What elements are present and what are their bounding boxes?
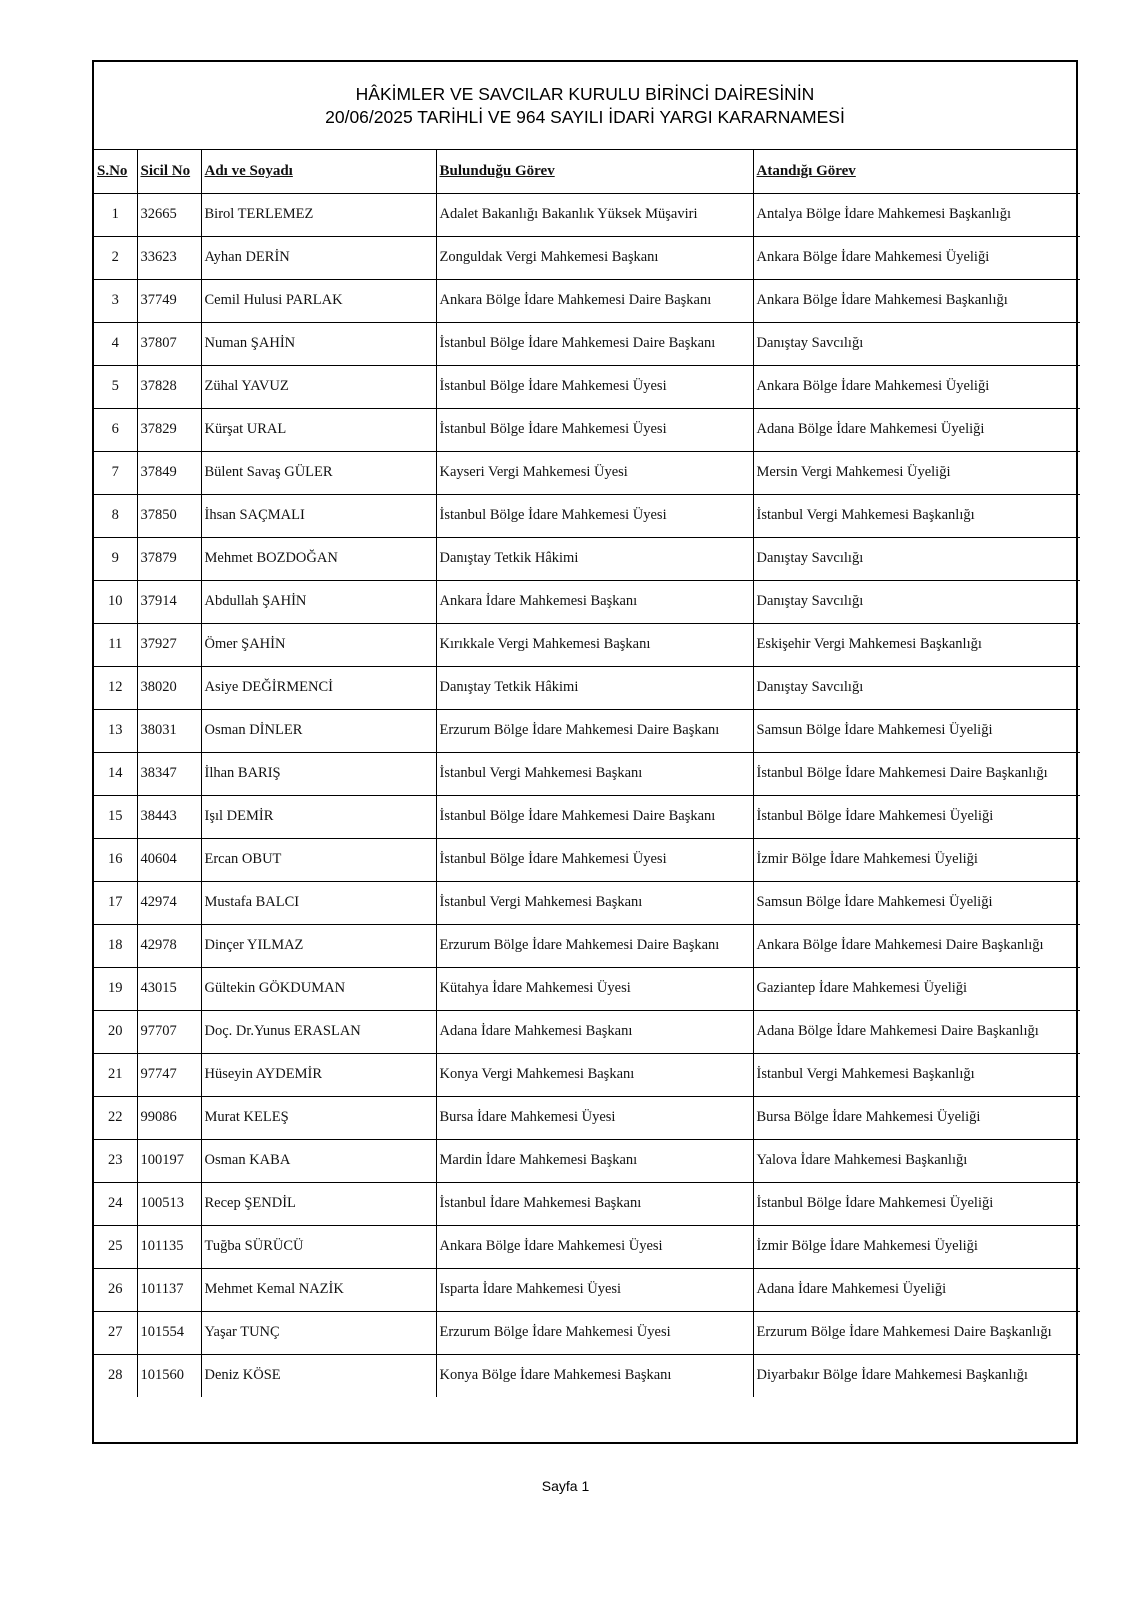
table-row — [94, 795, 1080, 838]
table-row — [94, 1053, 1080, 1096]
table-row — [94, 236, 1080, 279]
cell-sicil-no: 37749 — [137, 279, 201, 322]
cell-sicil-no: 101560 — [137, 1354, 201, 1397]
cell-name: Tuğba SÜRÜCÜ — [201, 1225, 436, 1268]
cell-name: Birol TERLEMEZ — [201, 193, 436, 236]
cell-sicil-no: 37927 — [137, 623, 201, 666]
table-row — [94, 537, 1080, 580]
title-line-1: HÂKİMLER VE SAVCILAR KURULU BİRİNCİ DAİRESİNİN — [355, 83, 815, 104]
cell-sicil-no: 101137 — [137, 1268, 201, 1311]
cell-sicil-no: 38443 — [137, 795, 201, 838]
cell-sicil-no: 43015 — [137, 967, 201, 1010]
cell-sicil-no: 37829 — [137, 408, 201, 451]
cell-name: Doç. Dr.Yunus ERASLAN — [201, 1010, 436, 1053]
cell-name: Bülent Savaş GÜLER — [201, 451, 436, 494]
table-row — [94, 623, 1080, 666]
cell-appointed-position: Diyarbakır Bölge İdare Mahkemesi Başkanlığı — [753, 1354, 1080, 1397]
table-header-row — [94, 150, 1080, 193]
cell-appointed-position: Danıştay Savcılığı — [753, 322, 1080, 365]
cell-sno: 27 — [94, 1311, 137, 1354]
cell-sicil-no: 100197 — [137, 1139, 201, 1182]
cell-name: Ercan OBUT — [201, 838, 436, 881]
cell-sicil-no: 40604 — [137, 838, 201, 881]
table-row — [94, 408, 1080, 451]
cell-sno: 23 — [94, 1139, 137, 1182]
cell-appointed-position: Antalya Bölge İdare Mahkemesi Başkanlığı — [753, 193, 1080, 236]
cell-sno: 3 — [94, 279, 137, 322]
cell-current-position: İstanbul Vergi Mahkemesi Başkanı — [436, 752, 753, 795]
table-row — [94, 838, 1080, 881]
cell-appointed-position: İzmir Bölge İdare Mahkemesi Üyeliği — [753, 1225, 1080, 1268]
table-row — [94, 924, 1080, 967]
cell-sno: 20 — [94, 1010, 137, 1053]
cell-appointed-position: Ankara Bölge İdare Mahkemesi Daire Başkanlığı — [753, 924, 1080, 967]
table-row — [94, 279, 1080, 322]
cell-sno: 6 — [94, 408, 137, 451]
cell-name: İhsan SAÇMALI — [201, 494, 436, 537]
cell-sno: 24 — [94, 1182, 137, 1225]
cell-name: Yaşar TUNÇ — [201, 1311, 436, 1354]
cell-current-position: Zonguldak Vergi Mahkemesi Başkanı — [436, 236, 753, 279]
cell-appointed-position: İstanbul Bölge İdare Mahkemesi Üyeliği — [753, 1182, 1080, 1225]
cell-sicil-no: 38020 — [137, 666, 201, 709]
cell-appointed-position: Danıştay Savcılığı — [753, 537, 1080, 580]
cell-appointed-position: Samsun Bölge İdare Mahkemesi Üyeliği — [753, 881, 1080, 924]
cell-sicil-no: 37879 — [137, 537, 201, 580]
cell-name: Asiye DEĞİRMENCİ — [201, 666, 436, 709]
cell-sicil-no: 37914 — [137, 580, 201, 623]
cell-current-position: Ankara Bölge İdare Mahkemesi Üyesi — [436, 1225, 753, 1268]
cell-sno: 16 — [94, 838, 137, 881]
cell-current-position: Danıştay Tetkik Hâkimi — [436, 537, 753, 580]
cell-sno: 25 — [94, 1225, 137, 1268]
cell-name: Dinçer YILMAZ — [201, 924, 436, 967]
table-row — [94, 322, 1080, 365]
cell-appointed-position: Adana Bölge İdare Mahkemesi Daire Başkanlığı — [753, 1010, 1080, 1053]
cell-sicil-no: 97747 — [137, 1053, 201, 1096]
header-sicil-no: Sicil No — [137, 150, 201, 193]
table-row — [94, 709, 1080, 752]
header-sno: S.No — [94, 150, 137, 193]
appointments-table — [94, 150, 1080, 1397]
table-row — [94, 1225, 1080, 1268]
cell-name: Ayhan DERİN — [201, 236, 436, 279]
cell-current-position: Ankara Bölge İdare Mahkemesi Daire Başkanı — [436, 279, 753, 322]
cell-name: Recep ŞENDİL — [201, 1182, 436, 1225]
table-row — [94, 1010, 1080, 1053]
cell-sno: 28 — [94, 1354, 137, 1397]
cell-name: Kürşat URAL — [201, 408, 436, 451]
cell-sno: 5 — [94, 365, 137, 408]
cell-name: Osman KABA — [201, 1139, 436, 1182]
cell-sicil-no: 99086 — [137, 1096, 201, 1139]
page-number: Sayfa 1 — [541, 1478, 590, 1494]
cell-sno: 15 — [94, 795, 137, 838]
cell-current-position: Ankara İdare Mahkemesi Başkanı — [436, 580, 753, 623]
cell-current-position: Mardin İdare Mahkemesi Başkanı — [436, 1139, 753, 1182]
cell-sicil-no: 37828 — [137, 365, 201, 408]
cell-name: Mehmet BOZDOĞAN — [201, 537, 436, 580]
cell-sno: 4 — [94, 322, 137, 365]
cell-sno: 10 — [94, 580, 137, 623]
cell-appointed-position: Bursa Bölge İdare Mahkemesi Üyeliği — [753, 1096, 1080, 1139]
cell-name: Murat KELEŞ — [201, 1096, 436, 1139]
cell-name: Numan ŞAHİN — [201, 322, 436, 365]
header-appointed-position: Atandığı Görev — [753, 150, 1080, 193]
cell-name: Zühal YAVUZ — [201, 365, 436, 408]
cell-name: Mehmet Kemal NAZİK — [201, 1268, 436, 1311]
cell-sno: 17 — [94, 881, 137, 924]
cell-current-position: Erzurum Bölge İdare Mahkemesi Daire Başkanı — [436, 709, 753, 752]
cell-name: Deniz KÖSE — [201, 1354, 436, 1397]
table-row — [94, 967, 1080, 1010]
cell-name: Hüseyin AYDEMİR — [201, 1053, 436, 1096]
table-row — [94, 752, 1080, 795]
cell-appointed-position: Danıştay Savcılığı — [753, 580, 1080, 623]
cell-appointed-position: Ankara Bölge İdare Mahkemesi Üyeliği — [753, 236, 1080, 279]
table-row — [94, 1268, 1080, 1311]
cell-sno: 19 — [94, 967, 137, 1010]
cell-appointed-position: Erzurum Bölge İdare Mahkemesi Daire Başkanlığı — [753, 1311, 1080, 1354]
cell-appointed-position: İstanbul Bölge İdare Mahkemesi Üyeliği — [753, 795, 1080, 838]
cell-sicil-no: 38031 — [137, 709, 201, 752]
cell-current-position: Adalet Bakanlığı Bakanlık Yüksek Müşaviri — [436, 193, 753, 236]
cell-current-position: İstanbul Bölge İdare Mahkemesi Üyesi — [436, 365, 753, 408]
cell-appointed-position: İstanbul Vergi Mahkemesi Başkanlığı — [753, 1053, 1080, 1096]
cell-current-position: İstanbul Bölge İdare Mahkemesi Daire Başkanı — [436, 322, 753, 365]
cell-current-position: Kırıkkale Vergi Mahkemesi Başkanı — [436, 623, 753, 666]
table-row — [94, 1139, 1080, 1182]
cell-current-position: Kayseri Vergi Mahkemesi Üyesi — [436, 451, 753, 494]
cell-name: Osman DİNLER — [201, 709, 436, 752]
cell-sno: 18 — [94, 924, 137, 967]
header-current-position: Bulunduğu Görev — [436, 150, 753, 193]
cell-current-position: Konya Vergi Mahkemesi Başkanı — [436, 1053, 753, 1096]
table-row — [94, 1311, 1080, 1354]
cell-current-position: Kütahya İdare Mahkemesi Üyesi — [436, 967, 753, 1010]
cell-appointed-position: Ankara Bölge İdare Mahkemesi Üyeliği — [753, 365, 1080, 408]
cell-sno: 26 — [94, 1268, 137, 1311]
cell-name: Cemil Hulusi PARLAK — [201, 279, 436, 322]
table-row — [94, 494, 1080, 537]
table-row — [94, 365, 1080, 408]
cell-sno: 13 — [94, 709, 137, 752]
cell-sno: 7 — [94, 451, 137, 494]
cell-sno: 14 — [94, 752, 137, 795]
cell-sicil-no: 38347 — [137, 752, 201, 795]
cell-sno: 8 — [94, 494, 137, 537]
cell-sicil-no: 101135 — [137, 1225, 201, 1268]
table-row — [94, 1182, 1080, 1225]
cell-name: Abdullah ŞAHİN — [201, 580, 436, 623]
cell-sicil-no: 37850 — [137, 494, 201, 537]
cell-appointed-position: İzmir Bölge İdare Mahkemesi Üyeliği — [753, 838, 1080, 881]
cell-appointed-position: İstanbul Bölge İdare Mahkemesi Daire Başkanlığı — [753, 752, 1080, 795]
cell-name: İlhan BARIŞ — [201, 752, 436, 795]
cell-current-position: Erzurum Bölge İdare Mahkemesi Üyesi — [436, 1311, 753, 1354]
cell-appointed-position: Adana Bölge İdare Mahkemesi Üyeliği — [753, 408, 1080, 451]
cell-current-position: İstanbul Bölge İdare Mahkemesi Üyesi — [436, 838, 753, 881]
cell-appointed-position: Adana İdare Mahkemesi Üyeliği — [753, 1268, 1080, 1311]
cell-current-position: İstanbul Bölge İdare Mahkemesi Üyesi — [436, 494, 753, 537]
cell-current-position: Danıştay Tetkik Hâkimi — [436, 666, 753, 709]
cell-sicil-no: 100513 — [137, 1182, 201, 1225]
cell-name: Mustafa BALCI — [201, 881, 436, 924]
cell-sicil-no: 97707 — [137, 1010, 201, 1053]
cell-appointed-position: Gaziantep İdare Mahkemesi Üyeliği — [753, 967, 1080, 1010]
cell-sicil-no: 32665 — [137, 193, 201, 236]
table-row — [94, 580, 1080, 623]
cell-sno: 2 — [94, 236, 137, 279]
cell-sno: 22 — [94, 1096, 137, 1139]
table-row — [94, 881, 1080, 924]
table-body — [94, 193, 1080, 1397]
cell-sno: 9 — [94, 537, 137, 580]
cell-sicil-no: 33623 — [137, 236, 201, 279]
cell-sicil-no: 42978 — [137, 924, 201, 967]
cell-current-position: Konya Bölge İdare Mahkemesi Başkanı — [436, 1354, 753, 1397]
cell-appointed-position: Mersin Vergi Mahkemesi Üyeliği — [753, 451, 1080, 494]
table-row — [94, 193, 1080, 236]
cell-current-position: Isparta İdare Mahkemesi Üyesi — [436, 1268, 753, 1311]
table-row — [94, 1354, 1080, 1397]
cell-sicil-no: 101554 — [137, 1311, 201, 1354]
header-name: Adı ve Soyadı — [201, 150, 436, 193]
cell-name: Ömer ŞAHİN — [201, 623, 436, 666]
table-row — [94, 666, 1080, 709]
table-row — [94, 1096, 1080, 1139]
cell-current-position: Adana İdare Mahkemesi Başkanı — [436, 1010, 753, 1053]
document-title — [94, 62, 1076, 150]
cell-current-position: İstanbul Bölge İdare Mahkemesi Daire Başkanı — [436, 795, 753, 838]
cell-sno: 1 — [94, 193, 137, 236]
cell-current-position: İstanbul İdare Mahkemesi Başkanı — [436, 1182, 753, 1225]
cell-appointed-position: Ankara Bölge İdare Mahkemesi Başkanlığı — [753, 279, 1080, 322]
cell-current-position: İstanbul Vergi Mahkemesi Başkanı — [436, 881, 753, 924]
cell-sno: 12 — [94, 666, 137, 709]
cell-sicil-no: 42974 — [137, 881, 201, 924]
cell-name: Işıl DEMİR — [201, 795, 436, 838]
cell-sno: 21 — [94, 1053, 137, 1096]
cell-current-position: Bursa İdare Mahkemesi Üyesi — [436, 1096, 753, 1139]
cell-current-position: İstanbul Bölge İdare Mahkemesi Üyesi — [436, 408, 753, 451]
cell-sicil-no: 37807 — [137, 322, 201, 365]
cell-appointed-position: Eskişehir Vergi Mahkemesi Başkanlığı — [753, 623, 1080, 666]
table-row — [94, 451, 1080, 494]
cell-sno: 11 — [94, 623, 137, 666]
document-frame — [92, 60, 1078, 1444]
cell-name: Gültekin GÖKDUMAN — [201, 967, 436, 1010]
cell-current-position: Erzurum Bölge İdare Mahkemesi Daire Başkanı — [436, 924, 753, 967]
cell-appointed-position: İstanbul Vergi Mahkemesi Başkanlığı — [753, 494, 1080, 537]
cell-appointed-position: Samsun Bölge İdare Mahkemesi Üyeliği — [753, 709, 1080, 752]
cell-appointed-position: Danıştay Savcılığı — [753, 666, 1080, 709]
title-line-2: 20/06/2025 TARİHLİ VE 964 SAYILI İDARİ YARGI KARARNAMESİ — [325, 106, 845, 127]
cell-appointed-position: Yalova İdare Mahkemesi Başkanlığı — [753, 1139, 1080, 1182]
cell-sicil-no: 37849 — [137, 451, 201, 494]
